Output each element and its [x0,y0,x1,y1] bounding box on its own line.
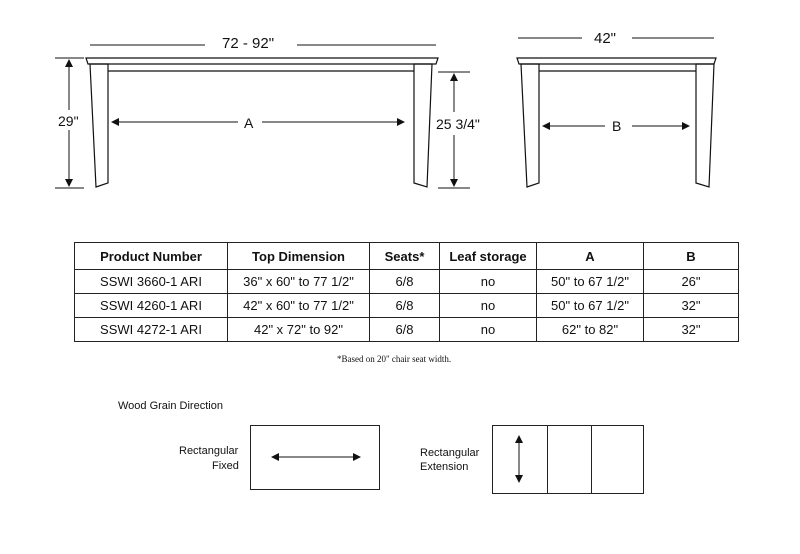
fixed-label-line1: Rectangular [179,445,239,457]
height-label: 29" [58,113,79,129]
cell-b: 32" [644,294,739,318]
side-left-leg [90,64,108,187]
extension-label-line1: Rectangular [420,447,480,459]
a-label: A [244,115,254,131]
cell-a: 50" to 67 1/2" [537,294,644,318]
cell-seats: 6/8 [370,294,440,318]
table-row [75,318,739,342]
cell-leaf-storage: no [440,294,537,318]
header-b: B [644,243,739,270]
apron-label: 25 3/4" [436,116,480,132]
cell-b: 32" [644,318,739,342]
width-label: 42" [594,30,617,47]
seat-footnote: *Based on 20" chair seat width. [337,354,452,364]
cell-top-dimension: 42" x 72" to 92" [228,318,370,342]
header-product-number: Product Number [75,243,228,270]
cell-product-number: SSWI 4260-1 ARI [75,294,228,318]
cell-top-dimension: 42" x 60" to 77 1/2" [228,294,370,318]
cell-top-dimension: 36" x 60" to 77 1/2" [228,270,370,294]
cell-seats: 6/8 [370,270,440,294]
length-label: 72 - 92" [222,35,275,52]
cell-leaf-storage: no [440,318,537,342]
header-top-dimension: Top Dimension [228,243,370,270]
cell-a: 50" to 67 1/2" [537,270,644,294]
side-tabletop [86,58,438,64]
cell-leaf-storage: no [440,270,537,294]
table-row [75,270,739,294]
header-leaf-storage: Leaf storage [440,243,537,270]
cell-product-number: SSWI 4272-1 ARI [75,318,228,342]
spec-table [74,242,739,342]
header-seats: Seats* [370,243,440,270]
extension-leaf-divider-2 [591,426,592,493]
cell-a: 62" to 82" [537,318,644,342]
header-a: A [537,243,644,270]
end-right-leg [696,64,714,187]
end-left-leg [521,64,539,187]
cell-product-number: SSWI 3660-1 ARI [75,270,228,294]
fixed-top-diagram [250,425,380,490]
extension-leaf-divider-1 [547,426,548,493]
cell-seats: 6/8 [370,318,440,342]
b-label: B [612,118,622,134]
fixed-label-line2: Fixed [212,460,239,472]
cell-b: 26" [644,270,739,294]
end-tabletop [517,58,716,64]
grain-heading: Wood Grain Direction [118,400,223,412]
side-right-leg [414,64,432,187]
table-header-row [75,243,739,270]
table-row [75,294,739,318]
extension-top-diagram [492,425,644,494]
extension-label-line2: Extension [420,461,469,473]
